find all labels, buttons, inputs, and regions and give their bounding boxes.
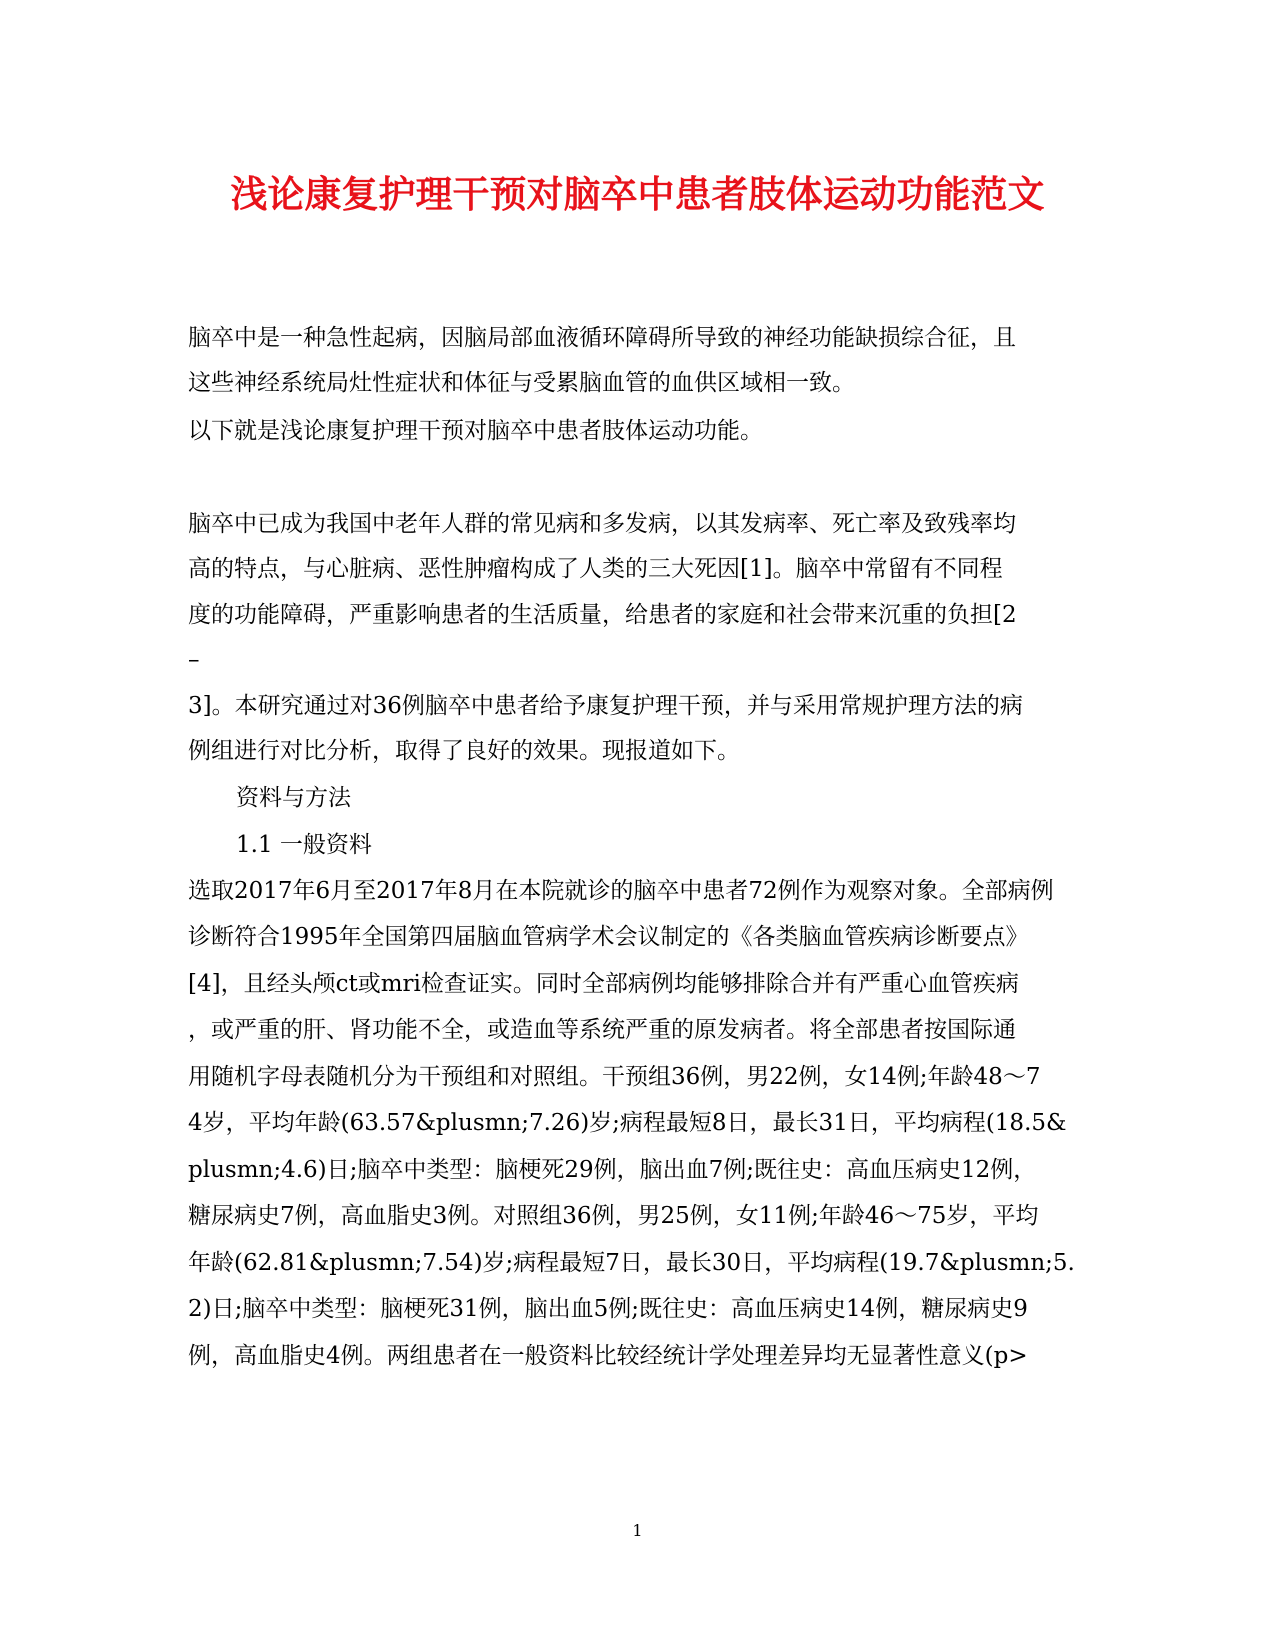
text-line: 用随机字母表随机分为干预组和对照组。干预组36例，男22例，女14例;年龄48～7 xyxy=(188,1064,1041,1090)
text-line: 度的功能障碍，严重影响患者的生活质量，给患者的家庭和社会带来沉重的负担[2 xyxy=(188,602,1017,628)
text-line: 脑卒中是一种急性起病，因脑局部血液循环障碍所导致的神经功能缺损综合征，且 xyxy=(188,325,1016,351)
section-heading: 资料与方法 xyxy=(236,785,351,811)
text-line: 2)日;脑卒中类型：脑梗死31例，脑出血5例;既往史：高血压病史14例，糖尿病史9 xyxy=(188,1296,1028,1322)
document-title: 浅论康复护理干预对脑卒中患者肢体运动功能范文 xyxy=(230,172,1045,216)
page-number: 1 xyxy=(632,1521,643,1540)
text-line: 选取2017年6月至2017年8月在本院就诊的脑卒中患者72例作为观察对象。全部病例 xyxy=(188,878,1054,904)
text-line: 4岁，平均年龄(63.57&plusmn;7.26)岁;病程最短8日，最长31日，平均病程(18.5& xyxy=(188,1110,1067,1136)
text-line: – xyxy=(188,647,200,673)
text-line: plusmn;4.6)日;脑卒中类型：脑梗死29例，脑出血7例;既往史：高血压病史12例， xyxy=(188,1157,1037,1183)
text-line: [4]，且经头颅ct或mri检查证实。同时全部病例均能够排除合并有严重心血管疾病 xyxy=(188,971,1019,997)
text-line: 年龄(62.81&plusmn;7.54)岁;病程最短7日，最长30日，平均病程(19.7&plusmn;5. xyxy=(188,1250,1075,1276)
text-line: 3]。本研究通过对36例脑卒中患者给予康复护理干预，并与采用常规护理方法的病 xyxy=(188,693,1023,719)
text-line: ，或严重的肝、肾功能不全，或造血等系统严重的原发病者。将全部患者按国际通 xyxy=(188,1017,1016,1043)
text-line: 以下就是浅论康复护理干预对脑卒中患者肢体运动功能。 xyxy=(188,418,763,444)
text-line: 高的特点，与心脏病、恶性肿瘤构成了人类的三大死因[1]。脑卒中常留有不同程 xyxy=(188,556,1003,582)
text-line: 例，高血脂史4例。两组患者在一般资料比较经统计学处理差异均无显著性意义(p> xyxy=(188,1343,1028,1369)
subsection-heading: 1.1 一般资料 xyxy=(236,832,372,858)
text-line: 脑卒中已成为我国中老年人群的常见病和多发病，以其发病率、死亡率及致残率均 xyxy=(188,511,1016,537)
text-line: 这些神经系统局灶性症状和体征与受累脑血管的血供区域相一致。 xyxy=(188,370,855,396)
text-line: 糖尿病史7例，高血脂史3例。对照组36例，男25例，女11例;年龄46～75岁，平均 xyxy=(188,1203,1039,1229)
text-line: 诊断符合1995年全国第四届脑血管病学术会议制定的《各类脑血管疾病诊断要点》 xyxy=(188,924,1029,950)
text-line: 例组进行对比分析，取得了良好的效果。现报道如下。 xyxy=(188,738,740,764)
